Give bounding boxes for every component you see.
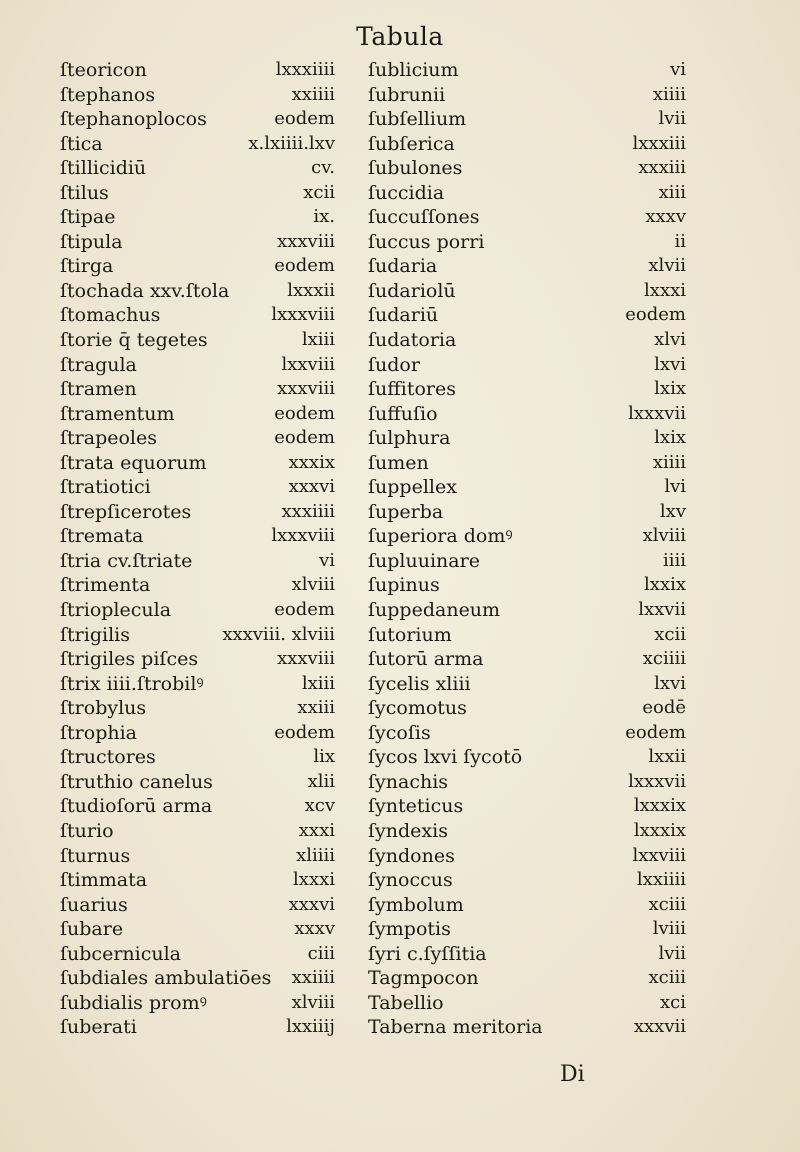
folio-reference: eodem [274,255,335,277]
index-entry [368,500,686,525]
index-term: ſtruthio canelus [60,770,213,793]
index-entry [60,794,335,819]
folio-reference: lxxxvii [628,402,686,424]
index-term: ſubdialis promꝰ [60,991,207,1014]
index-term: ſudor [368,353,420,376]
index-term: ſycelis xliii [368,672,471,695]
index-term: ſyri c.ſyſſitia [368,942,487,965]
index-entry [60,303,335,328]
index-term: ſycomotus [368,697,467,720]
folio-reference: xxxviii [277,230,335,252]
index-entry [368,721,686,746]
folio-reference: xcii [654,623,686,645]
index-term: ſtorie q̄ tegetes [60,329,208,352]
folio-reference: lvi [664,476,686,498]
index-entry [60,132,335,157]
folio-reference: eodem [625,304,686,326]
folio-reference: cv. [311,157,335,179]
index-entry [60,156,335,181]
index-term: ſubrunii [368,83,446,106]
index-entry [60,868,335,893]
index-term: ſuperiora domꝰ [368,525,513,548]
index-term: Tagmpocon [368,967,479,990]
folio-reference: lxxxix [633,795,686,817]
index-term: ſubdiales ambulatiōes [60,967,272,990]
index-entry [368,83,686,108]
folio-reference: xxxi [298,819,335,841]
index-term: ſtipula [60,230,123,253]
folio-reference: ii [674,230,686,252]
index-entry [368,58,686,83]
index-term: ſudatoria [368,329,457,352]
index-entry [60,966,335,991]
index-entry [60,647,335,672]
folio-reference: vi [319,549,335,571]
index-term: ſturio [60,819,114,842]
index-term: ſynachis [368,770,449,793]
index-term: ſuppedaneum [368,599,501,622]
folio-reference: lxxviii [281,353,335,375]
index-entry [60,475,335,500]
index-term: ſtrigiles piſces [60,648,199,671]
index-term: ſuccuſſones [368,206,480,229]
folio-reference: xxxix [288,451,335,473]
folio-reference: lxxix [644,574,686,596]
folio-reference: xlvi [654,329,686,351]
folio-reference: xiiii [652,451,686,473]
index-term: ſyndexis [368,819,448,842]
folio-reference: xlviii [642,525,686,547]
folio-reference: xxiii [297,697,335,719]
index-entry [60,573,335,598]
folio-reference: xxiiii [291,83,335,105]
index-entry [60,402,335,427]
index-entry [368,893,686,918]
index-entry [368,770,686,795]
index-term: ſyndones [368,844,455,867]
folio-reference: lxxxi [644,279,686,301]
index-entry [60,205,335,230]
folio-reference: xcv [304,795,335,817]
folio-reference: eodem [274,599,335,621]
index-entry [368,279,686,304]
index-term: ſympotis [368,918,451,941]
index-term: ſtramentum [60,402,175,425]
index-entry [368,475,686,500]
index-entry [60,107,335,132]
index-term: ſtipae [60,206,116,229]
index-entry [60,230,335,255]
folio-reference: lxxii [648,746,686,768]
index-term: ſynoccus [368,869,453,892]
index-entry [60,942,335,967]
index-entry [368,107,686,132]
index-entry [60,328,335,353]
index-term: ſuccidia [368,181,445,204]
index-entry [368,254,686,279]
folio-reference: lxxxix [633,819,686,841]
index-entry [60,1015,335,1040]
index-entry [60,426,335,451]
folio-reference: xxxiii [638,157,686,179]
folio-reference: lvii [658,108,686,130]
index-term: Taberna meritoria [368,1016,543,1039]
index-term: ſtrix iiii.ſtrobilꝰ [60,672,204,695]
index-entry [368,230,686,255]
index-entry [368,794,686,819]
index-term: ſtrapeoles [60,427,157,450]
index-entry [60,377,335,402]
index-entry [368,745,686,770]
index-term: ſtrigilis [60,623,130,646]
folio-reference: xlii [307,770,335,792]
index-entry [368,328,686,353]
folio-reference: xliiii [296,844,335,866]
index-entry [368,647,686,672]
index-term: ſtrepſicerotes [60,500,192,523]
index-term: ſubcernicula [60,942,181,965]
index-term: ſtudioſorū arma [60,795,213,818]
right-column [368,58,686,1040]
index-term: ſudariū [368,304,439,327]
folio-reference: xxxviii [277,378,335,400]
folio-reference: lxix [654,427,686,449]
index-term: ſudaria [368,255,438,278]
index-entry [368,156,686,181]
index-entry [60,549,335,574]
index-entry [368,696,686,721]
index-entry [60,893,335,918]
folio-reference: lxxxviii [271,304,335,326]
index-entry [60,83,335,108]
index-entry [368,819,686,844]
folio-reference: lxxvii [638,599,686,621]
running-head: Tabula [356,22,444,51]
folio-reference: xiii [658,181,686,203]
folio-reference: lxxxvii [628,770,686,792]
index-entry [60,770,335,795]
index-entry [60,721,335,746]
index-term: ſuppellex [368,476,457,499]
folio-reference: xxxiiii [281,500,335,522]
index-term: ſtremata [60,525,144,548]
index-term: ſtrobylus [60,697,147,720]
left-column [60,58,335,1040]
index-term: ſubare [60,918,124,941]
folio-reference: lxvi [654,672,686,694]
catchword: Di [560,1062,585,1087]
index-entry [368,353,686,378]
folio-reference: lxxviii [632,844,686,866]
index-term: ſtica [60,132,103,155]
index-term: ſuberati [60,1016,137,1039]
index-entry [60,991,335,1016]
index-entry [368,672,686,697]
folio-reference: lvii [658,942,686,964]
folio-reference: eodem [625,721,686,743]
index-entry [368,966,686,991]
folio-reference: lix [313,746,335,768]
index-term: ſublicium [368,59,459,81]
folio-reference: xxxv [645,206,686,228]
folio-reference: lxxxi [293,869,335,891]
index-term: ſtragula [60,353,137,376]
folio-reference: ix. [313,206,335,228]
index-entry [60,524,335,549]
folio-reference: eodem [274,721,335,743]
index-term: ſuarius [60,893,128,916]
index-term: ſubſellium [368,108,467,131]
index-term: ſtirga [60,255,114,278]
folio-reference: xxxvi [288,893,335,915]
index-entry [60,181,335,206]
folio-reference: lxix [654,378,686,400]
index-term: ſtramen [60,378,137,401]
folio-reference: xlvii [648,255,686,277]
index-entry [60,844,335,869]
index-term: ſupluuinare [368,549,480,572]
folio-reference: lxxiiij [286,1016,335,1038]
folio-reference: xxxvii [633,1016,686,1038]
index-entry [368,917,686,942]
index-entry [368,623,686,648]
folio-reference: iiii [662,549,686,571]
index-term: ſtrophia [60,721,137,744]
index-term: ſteoricon [60,59,147,81]
index-entry [368,549,686,574]
index-entry [60,451,335,476]
index-entry [368,377,686,402]
folio-reference: lxv [659,500,686,522]
index-entry [368,991,686,1016]
folio-reference: lxxiiii [636,869,686,891]
index-term: ſudariolū [368,279,456,302]
folio-reference: xiiii [652,83,686,105]
index-term: ſtimmata [60,869,148,892]
index-term: ſtephanoplocos [60,108,207,131]
index-term: ſtratiotici [60,476,151,499]
index-term: ſtomachus [60,304,161,327]
folio-reference: lxiii [301,329,335,351]
index-term: ſtructores [60,746,156,769]
folio-reference: vi [670,59,686,80]
index-entry [60,696,335,721]
index-entry [60,819,335,844]
folio-reference: xciiii [642,648,686,670]
index-entry [368,844,686,869]
index-entry [60,254,335,279]
index-term: ſtephanos [60,83,156,106]
index-entry [368,181,686,206]
index-term: ſutorū arma [368,648,484,671]
index-entry [368,524,686,549]
folio-reference: x.lxiiii.lxv [248,132,335,154]
index-term: ſubſerica [368,132,455,155]
folio-reference: lxxxiiii [275,59,335,80]
index-entry [368,942,686,967]
index-term: ſumen [368,451,429,474]
index-term: ſtrioplecula [60,599,172,622]
folio-reference: xxxv [294,918,335,940]
index-entry [368,132,686,157]
index-entry [60,279,335,304]
folio-reference: xciii [648,967,686,989]
folio-reference: xlviii [291,991,335,1013]
index-entry [368,402,686,427]
folio-reference: lviii [652,918,686,940]
index-term: ſubulones [368,157,463,180]
index-entry [60,500,335,525]
index-term: ſtilus [60,181,109,204]
index-term: ſutorium [368,623,452,646]
index-entry [368,573,686,598]
index-entry [60,598,335,623]
index-term: ſulphura [368,427,451,450]
index-entry [368,426,686,451]
index-entry [368,451,686,476]
folio-reference: eodem [274,427,335,449]
folio-reference: xxxvi [288,476,335,498]
index-term: ſuffitores [368,378,456,401]
index-term: ſupinus [368,574,440,597]
folio-reference: lxvi [654,353,686,375]
index-term: ſynteticus [368,795,464,818]
index-term: ſtrata equorum [60,451,207,474]
index-entry [60,58,335,83]
folio-reference: xxxviii. xlviii [222,623,335,645]
index-term: ſuffuſio [368,402,438,425]
index-entry [60,353,335,378]
index-term: ſtria cv.ſtriate [60,549,193,572]
index-entry [60,672,335,697]
index-term: ſycos lxvi ſycotō [368,746,523,769]
folio-reference: xcii [303,181,335,203]
folio-reference: eodem [274,108,335,130]
index-term: ſturnus [60,844,131,867]
folio-reference: xxiiii [291,967,335,989]
folio-reference: eodem [274,402,335,424]
folio-reference: ciii [307,942,335,964]
folio-reference: lxiii [301,672,335,694]
folio-reference: lxxxiii [632,132,686,154]
folio-reference: xxxviii [277,648,335,670]
index-term: Tabellio [368,991,444,1014]
index-term: ſuccus porri [368,230,485,253]
folio-reference: eodē [642,697,686,719]
index-term: ſtochada xxv.ſtola [60,279,230,302]
index-term: ſymbolum [368,893,464,916]
index-term: ſycoſis [368,721,431,744]
index-entry [60,623,335,648]
index-entry [368,1015,686,1040]
index-entry [368,598,686,623]
folio-reference: lxxxviii [271,525,335,547]
folio-reference: xci [660,991,686,1013]
folio-reference: lxxxii [287,279,335,301]
index-term: ſuperba [368,500,444,523]
index-entry [60,745,335,770]
folio-reference: xciii [648,893,686,915]
index-entry [368,205,686,230]
index-entry [368,868,686,893]
index-term: ſtillicidiū [60,157,147,180]
index-entry [368,303,686,328]
index-entry [60,917,335,942]
index-term: ſtrimenta [60,574,151,597]
folio-reference: xlviii [291,574,335,596]
